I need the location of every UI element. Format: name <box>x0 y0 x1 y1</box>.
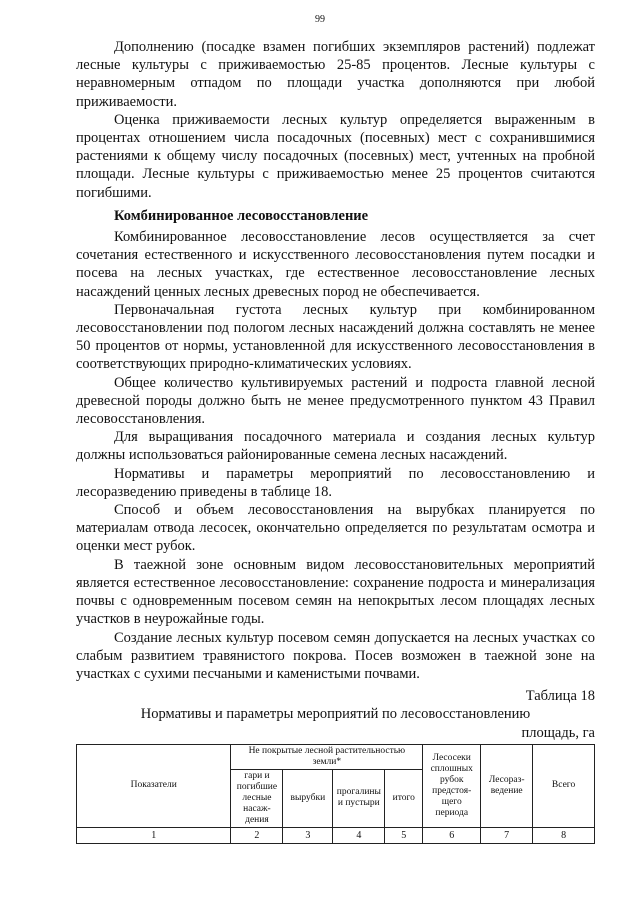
subheader-cell: прогалины и пустыри <box>333 769 385 827</box>
header-cell: Лесосеки сплошных рубок предстоя-щего периода <box>423 744 481 827</box>
subheader-cell: итого <box>385 769 423 827</box>
header-cell: Показатели <box>77 744 231 827</box>
column-number-cell: 6 <box>423 827 481 843</box>
column-number-cell: 8 <box>533 827 595 843</box>
table-number: Таблица 18 <box>525 688 595 705</box>
table-header-row <box>77 744 595 769</box>
subheader-cell: вырубки <box>283 769 333 827</box>
column-number-cell: 4 <box>333 827 385 843</box>
paragraph: Для выращивания посадочного материала и создания лесных культур должны использоваться районированные семена лесных насаждений. <box>76 429 595 464</box>
table-18 <box>76 744 595 844</box>
paragraph: Создание лесных культур посевом семян допускается на лесных участках со слабым развитием травянистого покрова. Посев возможен в таежной зоне на участках с сухими песчаными и каменистыми почвами. <box>76 629 595 682</box>
header-cell: Всего <box>533 744 595 827</box>
paragraph: Дополнению (посадке взамен погибших экземпляров растений) подлежат лесные культуры с приживаемостью 25-85 процентов. Лесные культуры с неравномерным отпадом по площади участка дополняются при любой приживаемости. <box>76 39 595 110</box>
column-number-cell: 3 <box>283 827 333 843</box>
table-column-numbers-row <box>77 827 595 843</box>
section-heading: Комбинированное лесовосстановление <box>114 207 369 224</box>
page-number: 99 <box>315 14 325 25</box>
header-group-cell: Не покрытые лесной растительностью земли* <box>231 744 423 769</box>
paragraph: Комбинированное лесовосстановление лесов осуществляется за счет сочетания естественного и искусственного лесовосстановления путем посадки и посева на лесных участках, где естественное лесовосстановление лесных насаждений ценных лесных древесных пород не обеспечивается. <box>76 229 595 300</box>
paragraph: Общее количество культивируемых растений и подроста главной лесной древесной породы должно быть не менее предусмотренного пунктом 43 Правил лесовосстановления. <box>76 374 595 428</box>
paragraph: Нормативы и параметры мероприятий по лесовосстановлению и лесоразведению приведены в таблице 18. <box>76 465 595 500</box>
document-body <box>76 38 595 844</box>
table-unit: площадь, га <box>521 724 595 741</box>
column-number-cell: 2 <box>231 827 283 843</box>
column-number-cell: 7 <box>481 827 533 843</box>
header-cell: Лесораз-ведение <box>481 744 533 827</box>
paragraph: Оценка приживаемости лесных культур определяется выраженным в процентах отношением числа посадочных (посевных) мест с сохранившимися растениями к общему числу посадочных (посевных) мест, учтенных на пробной площади. Лесные культуры с приживаемостью менее 25 процентов считаются погибшими. <box>76 111 595 201</box>
column-number-cell: 1 <box>77 827 231 843</box>
table-caption: Нормативы и параметры мероприятий по лесовосстановлению <box>140 706 531 723</box>
paragraph: Способ и объем лесовосстановления на вырубках планируется по материалам отвода лесосек, окончательно определяется по результатам осмотра и оценки мест рубок. <box>76 502 595 555</box>
paragraph: Первоначальная густота лесных культур при комбинированном лесовосстановлении под пологом лесных насаждений должна составлять не менее 50 процентов от нормы, установленной для искусственного лесовосстановления в соответствующих природно-климатических условиях. <box>76 301 595 373</box>
paragraph: В таежной зоне основным видом лесовосстановительных мероприятий является естественное лесовосстановление: сохранение подроста и минерализация почвы с одновременным посевом семян на непокрытых лесом площадях лесных участков в неурожайные годы. <box>76 556 595 628</box>
column-number-cell: 5 <box>385 827 423 843</box>
subheader-cell: гари и погибшие лесные насаж-дения <box>231 769 283 827</box>
